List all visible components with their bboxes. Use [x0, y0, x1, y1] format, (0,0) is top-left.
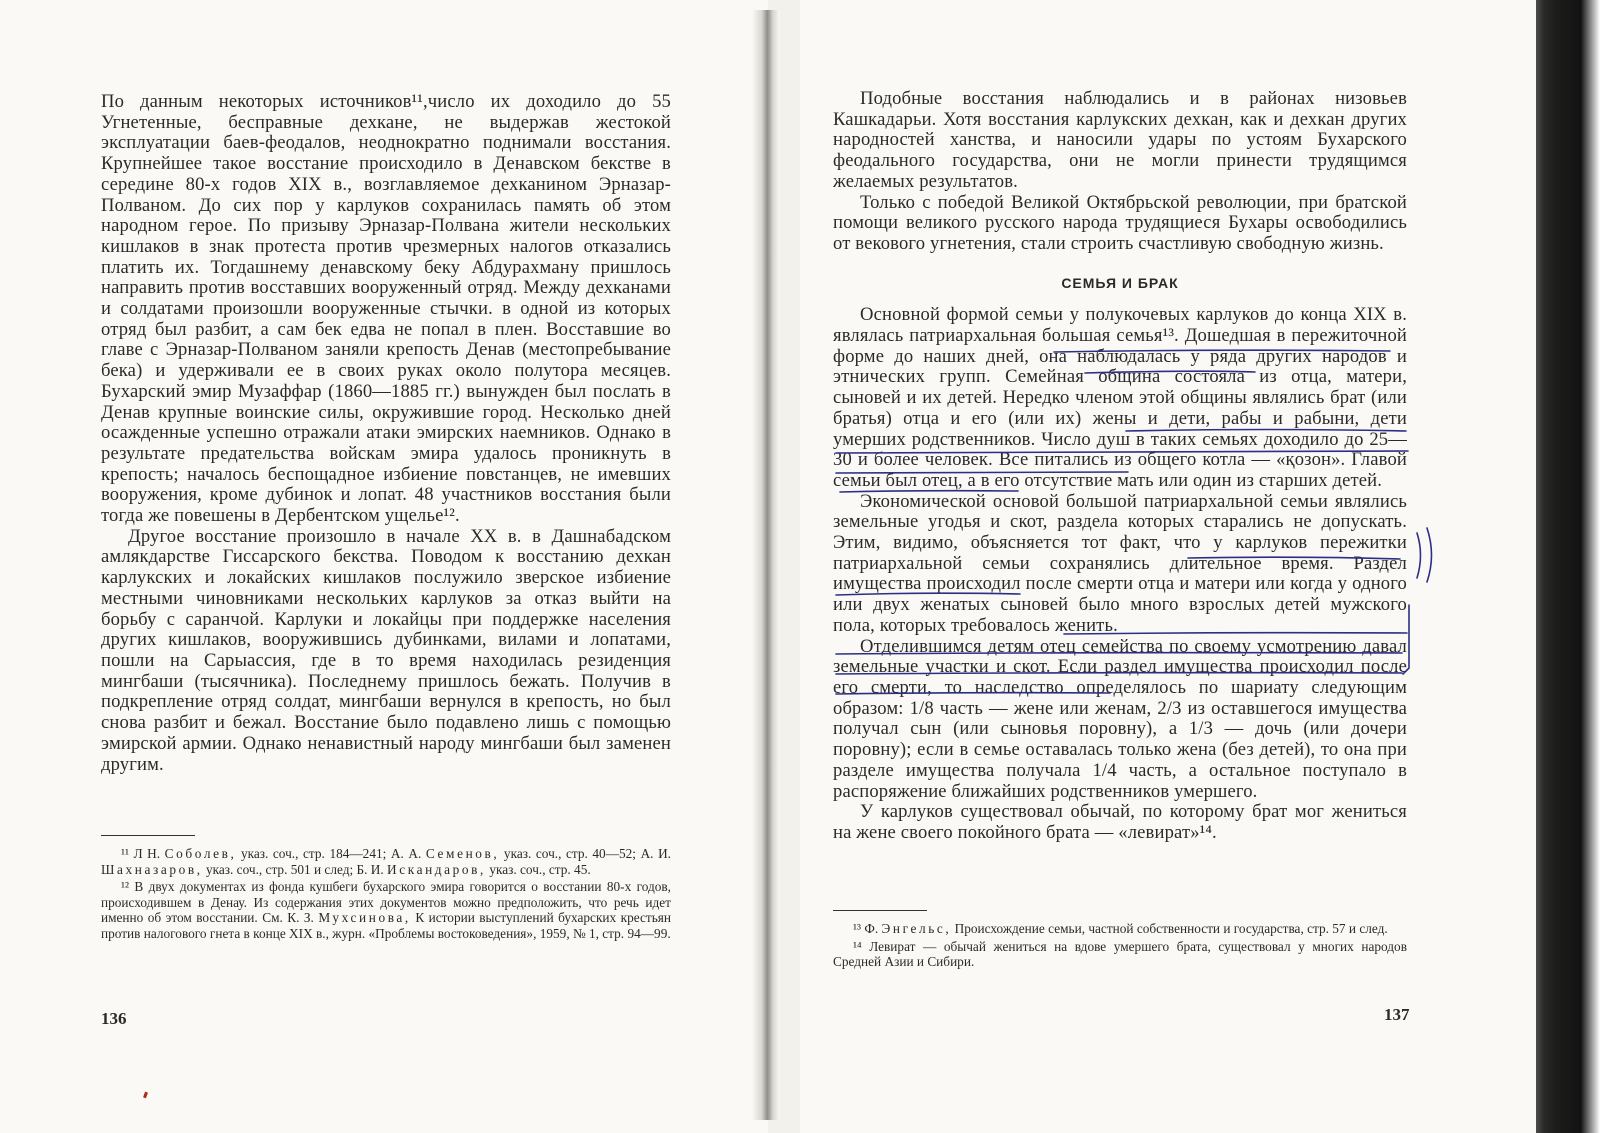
margin-marks: [1403, 528, 1432, 674]
footnote-14: ¹⁴ Левират — обычай жениться на вдове умершего брата, существовал у многих народов Средней Азии и Сибири.: [833, 938, 1407, 970]
right-paragraph-1: Подобные восстания наблюдались и в районах низовьев Кашкадарьи. Хотя восстания карлукских дехкан, как и дехкан других народностей ханства, и наносили удары по устоям Бухарского феодального государства, они не могли принести трудящимся желаемых результатов.: [833, 88, 1407, 192]
right-paragraph-6: У карлуков существовал обычай, по которому брат мог жениться на жене своего покойного брата — «левират»¹⁴.: [833, 801, 1407, 843]
right-paragraph-4: Экономической основой большой патриархальной семьи являлись земельные угодья и скот, раздела которых старались не допускать. Этим, видимо, объясняется тот факт, что у карлуков пережитки патриархальной семьи сохранялись длительное время. Раздел имущества происходил после смерти отца и матери или когда у одного или двух женатых сыновей было много взрослых детей мужского пола, которых требовалось женить.: [833, 490, 1407, 636]
right-paragraph-5: Отделившимся детям отец семейства по своему усмотрению давал земельные участки и скот. Если раздел имущества происходил после его смерти, то наследство определялось по шариату следующим образом: 1/8 часть — жене или женам, 2/3 из оставшегося имущества получал сын (или сыновья поровну), а 1/3 — дочь (или дочери поровну); если в семье оставалась только жена (без детей), то она при разделе имущества получала 1/4 часть, а остальное поступало в распоряжение ближайших родственников умершего.: [833, 635, 1407, 802]
section-heading: СЕМЬЯ И БРАК: [1061, 274, 1179, 291]
pen-underlines: [836, 350, 1408, 694]
footnote-12: ¹² В двух документах из фонда кушбеги бухарского эмира говорится о восстании 80-х годов, происходившем в Денау. Из содержания этих документов можно предположить, что речь идет именно об этом восстании. См. К. З. Мухсинова, К истории выступлений бухарских крестьян против налогового гнета в конце XIX в., журн. «Проблемы востоковедения», 1959, № 1, стр. 94—99.: [101, 879, 671, 941]
right-paragraph-3: Основной формой семьи у полукочевых карлуков до конца XIX в. являлась патриархальная большая семья¹³. Дошедшая в пережиточной форме до наших дней, она наблюдалась у ряда других народов и этнических групп. Семейная община состояла из отца, матери, сыновей и их детей. Нередко членом этой общины являлись брат (или братья) отца и его (или их) жены и дети, рабы и рабыни, дети умерших родственников. Число душ в таких семьях доходило до 25—30 и более человек. Все питались из общего котла — «қозон». Главой семьи был отец, а в его отсутствие мать или один из старших детей.: [833, 304, 1407, 491]
page-number-left: 136: [101, 1009, 127, 1028]
left-paragraph-2: Другое восстание произошло в начале XX в. в Дашнабадском амлякдарстве Гиссарского бекства. Поводом к восстанию дехкан карлукских и локайских кишлаков послужило зверское избиение местными чиновниками нескольких карлуков за отказ выйти на борьбу с саранчой. Карлуки и локайцы при поддержке населения других кишлаков, вооружившись дубинками, вилами и лопатами, пошли на Сарыассия, где в то время находилась резиденция мингбаши (тысячника). Последнему пришлось бежать. Получив в подкрепление отряд солдат, мингбаши вернулся в крепость, но был снова разбит и бежал. Восстание было подавлено лишь с помощью эмирской армии. Однако ненавистный народу мингбаши был заменен другим.: [101, 525, 671, 775]
footnote-13: ¹³ Ф. Энгельс, Происхождение семьи, частной собственности и государства, стр. 57 и след.: [853, 921, 1388, 936]
right-paragraph-2: Только с победой Великой Октябрьской революции, при братской помощи великого русского народа трудящиеся Бухары освободились от векового угнетения, стали строить счастливую свободную жизнь.: [833, 191, 1407, 254]
page-number-right: 137: [1384, 1005, 1410, 1024]
left-paragraph-1: По данным некоторых источников¹¹,число их доходило до 55 Угнетенные, бесправные дехкане, не выдержав жестокой эксплуатации баев-феодалов, неоднократно поднимали восстания. Крупнейшее такое восстание происходило в Денавском бекстве в середине 80-х годов XIX в., возглавляемое дехканином Эрназар-Полваном. До сих пор у карлуков сохранилась память об этом народном герое. По призыву Эрназар-Полвана жители нескольких кишлаков в знак протеста против чрезмерных налогов отказались платить их. Тогдашнему денавскому беку Абдурахману пришлось направить против восставших вооруженный отряд. Между дехканами и солдатами произошли вооруженные стычки. в одной из которых отряд был разбит, а сам бек едва не попал в плен. Восставшие во главе с Эрназар-Полваном заняли крепость Денав (местопребывание бека) и удерживали ее в своих руках около полутора месяцев. Бухарский эмир Музаффар (1860—1885 гг.) вынужден был послать в Денав крупные воинские силы, окружившие город. Несколько дней осажденные успешно отражали атаки эмирских наемников. Однако в результате предательства войскам эмира удалось проникнуть в крепость; началось беспощадное избиение повстанцев, не имевших вооружения, кроме дубинок и лопат. 48 участников восстания были тогда же повешены в Дербентском ущелье¹².: [101, 91, 671, 527]
footnote-11: ¹¹ Л Н. Соболев, указ. соч., стр. 184—241; А. А. Семенов, указ. соч., стр. 40—52; А. И. Шахназаров, указ. соч., стр. 501 и след; Б. И. Искандаров, указ. соч., стр. 45.: [101, 846, 672, 877]
